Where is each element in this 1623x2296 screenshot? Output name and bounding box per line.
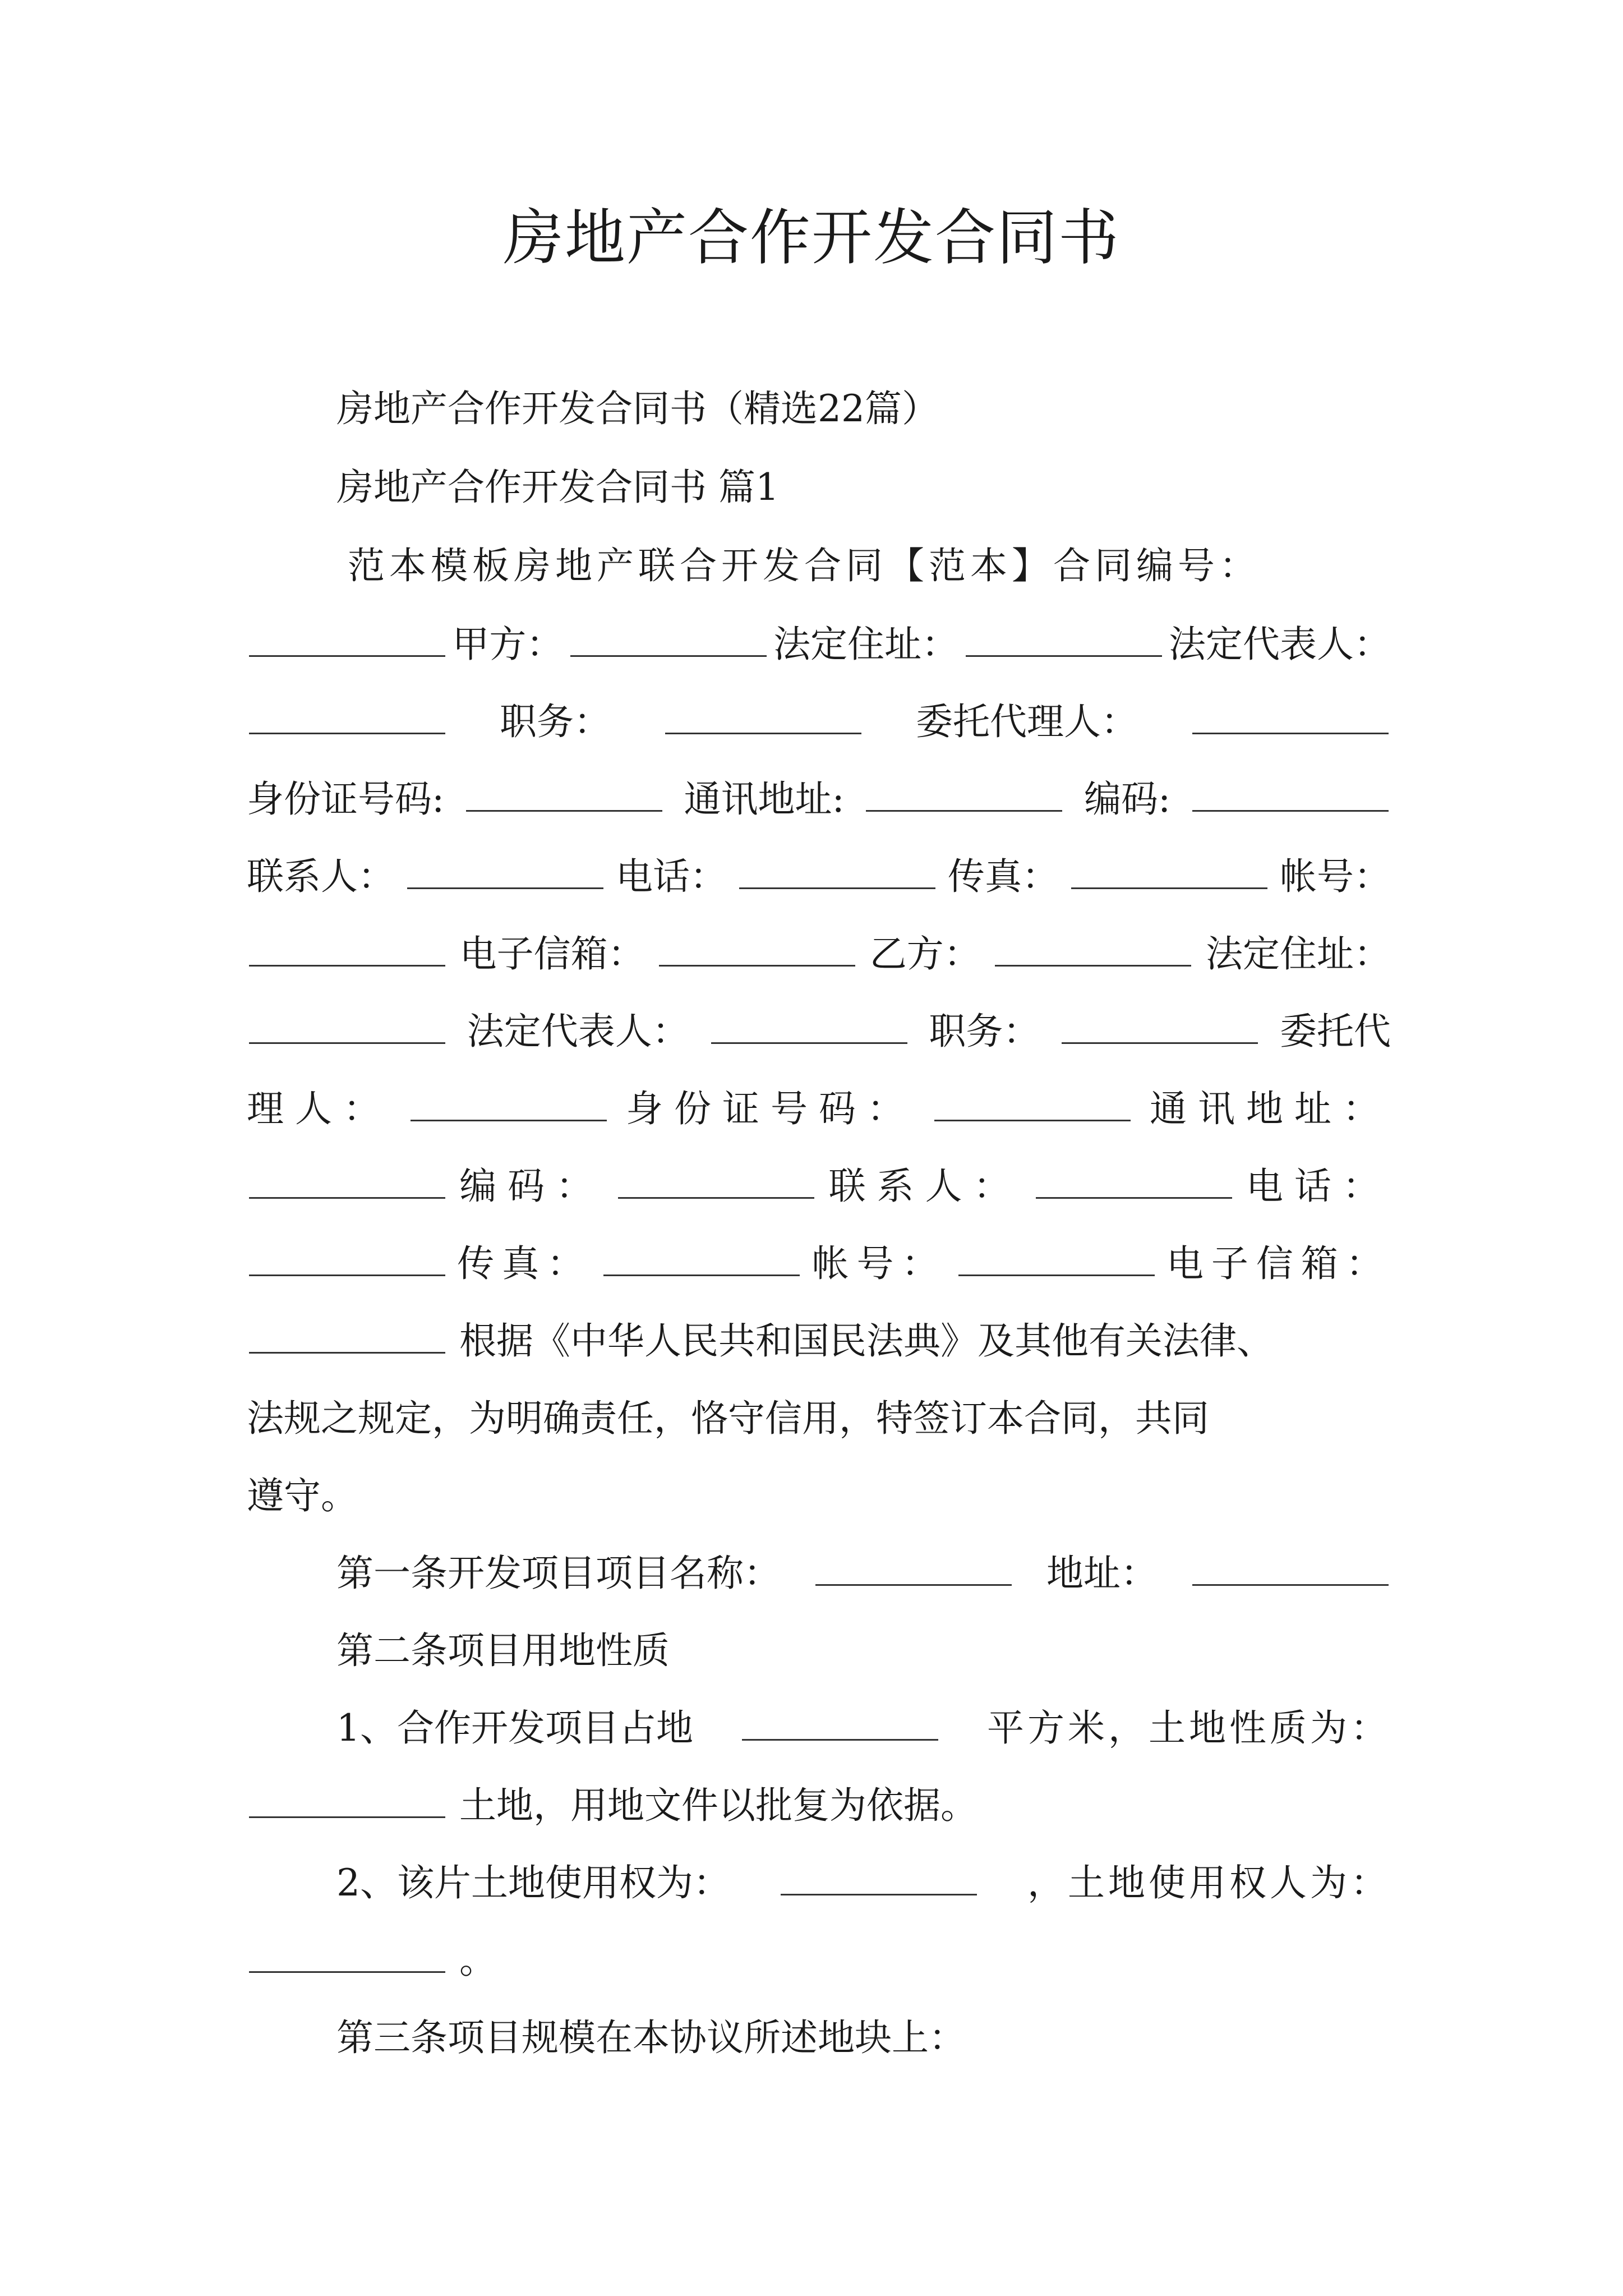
page-title: 房地产合作开发合同书 xyxy=(502,203,1120,273)
label-party-b: 乙方： xyxy=(869,932,981,976)
party-a-line-4 xyxy=(247,838,1391,915)
blank-field[interactable] xyxy=(815,1553,1012,1586)
item-2-line-1 xyxy=(336,1844,1391,1922)
blank-field[interactable] xyxy=(249,933,445,967)
blank-field[interactable] xyxy=(711,1011,907,1044)
blank-field[interactable] xyxy=(866,779,1062,812)
article-1-addr: 地址： xyxy=(1046,1552,1158,1595)
label-code: 编码: xyxy=(1084,777,1171,821)
blank-field[interactable] xyxy=(958,1243,1155,1276)
party-a-line-2 xyxy=(247,683,1391,761)
blank-field[interactable] xyxy=(249,624,445,657)
label-rep: 法定代表人： xyxy=(467,1010,689,1053)
label-mail-addr: 通讯地址： xyxy=(1150,1087,1391,1130)
item-2-a: 2、该片土地使用权为： xyxy=(336,1861,730,1904)
party-a-line-1 xyxy=(247,606,1391,683)
blank-field[interactable] xyxy=(934,1088,1131,1121)
item-2-line-2 xyxy=(247,1922,496,1999)
party-b-line-4 xyxy=(247,1148,1391,1225)
label-fax: 传真： xyxy=(457,1242,592,1285)
label-code: 编码： xyxy=(459,1165,605,1208)
label-contact: 联系人： xyxy=(828,1165,1022,1208)
party-a-line-3 xyxy=(247,761,1391,838)
item-1-a: 1、合作开发项目占地 xyxy=(336,1706,693,1750)
blank-field[interactable] xyxy=(659,933,855,967)
blank-field[interactable] xyxy=(249,701,445,734)
blank-field[interactable] xyxy=(966,624,1162,657)
blank-field[interactable] xyxy=(249,1011,445,1044)
heading-line: 房地产合作开发合同书（精选22篇） xyxy=(336,387,939,430)
label-email: 电子信箱： xyxy=(459,932,645,976)
label-mail-addr: 通讯地址: xyxy=(684,777,845,821)
blank-field[interactable] xyxy=(249,1940,445,1973)
blank-field[interactable] xyxy=(249,1166,445,1199)
item-1-line-2 xyxy=(247,1767,978,1844)
label-position: 职务： xyxy=(500,700,611,743)
blank-field[interactable] xyxy=(1071,856,1267,889)
label-rep: 法定代表人： xyxy=(1168,623,1391,666)
party-b-line-5 xyxy=(247,1225,1391,1303)
blank-field[interactable] xyxy=(407,856,603,889)
blank-field[interactable] xyxy=(995,933,1191,967)
label-agent-end: 理人： xyxy=(247,1087,391,1130)
blank-field[interactable] xyxy=(742,1708,938,1741)
item-2-b: ，土地使用权人为： xyxy=(1027,1861,1391,1904)
item-1-b: 平方米，土地性质为： xyxy=(987,1706,1391,1750)
label-id: 身份证号码: xyxy=(247,777,445,821)
label-party-a: 甲方： xyxy=(452,623,564,666)
blank-field[interactable] xyxy=(1036,1166,1232,1199)
label-id: 身份证号码： xyxy=(626,1087,915,1130)
party-b-line-2 xyxy=(247,993,1391,1070)
item-1-c: 土地，用地文件以批复为依据。 xyxy=(459,1784,978,1827)
blank-field[interactable] xyxy=(618,1166,814,1199)
intro-text: 范本模板房地产联合开发合同【范本】合同编号： xyxy=(348,544,1261,587)
basis-line-3: 遵守。 xyxy=(247,1474,358,1517)
blank-field[interactable] xyxy=(411,1088,607,1121)
article-1 xyxy=(336,1535,1391,1612)
blank-field[interactable] xyxy=(739,856,935,889)
article-1-label: 第一条开发项目项目名称： xyxy=(336,1552,781,1595)
blank-field[interactable] xyxy=(570,624,767,657)
party-b-line-1 xyxy=(247,915,1391,993)
intro-line xyxy=(348,527,1391,605)
blank-field[interactable] xyxy=(781,1862,977,1895)
label-account: 帐号： xyxy=(1280,855,1391,898)
label-agent: 委托代理人： xyxy=(916,700,1138,743)
basis-line-2: 法规之规定，为明确责任，恪守信用，特签订本合同，共同 xyxy=(247,1397,1209,1440)
label-agent-start: 委托代 xyxy=(1279,1010,1391,1053)
party-b-line-3 xyxy=(247,1070,1391,1148)
basis-line-1 xyxy=(247,1303,1274,1380)
label-contact: 联系人： xyxy=(247,855,395,898)
blank-field[interactable] xyxy=(1192,701,1389,734)
blank-field[interactable] xyxy=(249,1243,445,1276)
basis-text: 根据《中华人民共和国民法典》及其他有关法律、 xyxy=(459,1319,1274,1363)
blank-field[interactable] xyxy=(1062,1011,1258,1044)
part-line: 房地产合作开发合同书 篇1 xyxy=(336,466,779,509)
label-position: 职务： xyxy=(929,1010,1040,1053)
article-3: 第三条项目规模在本协议所述地块上： xyxy=(336,2016,966,2059)
blank-field[interactable] xyxy=(249,1785,445,1818)
label-email: 电子信箱： xyxy=(1166,1242,1391,1285)
item-1-line-1 xyxy=(336,1690,1391,1767)
label-address: 法定住址： xyxy=(773,623,959,666)
label-phone: 电话： xyxy=(1246,1165,1391,1208)
label-phone: 电话： xyxy=(616,855,727,898)
item-2-c: 。 xyxy=(459,1939,496,1982)
blank-field[interactable] xyxy=(1192,779,1389,812)
label-account: 帐号： xyxy=(811,1242,947,1285)
blank-field[interactable] xyxy=(249,1320,445,1354)
blank-field[interactable] xyxy=(466,779,662,812)
article-2: 第二条项目用地性质 xyxy=(336,1629,670,1672)
label-fax: 传真： xyxy=(948,855,1059,898)
blank-field[interactable] xyxy=(603,1243,800,1276)
label-address: 法定住址： xyxy=(1205,932,1391,976)
blank-field[interactable] xyxy=(1192,1553,1389,1586)
blank-field[interactable] xyxy=(665,701,861,734)
